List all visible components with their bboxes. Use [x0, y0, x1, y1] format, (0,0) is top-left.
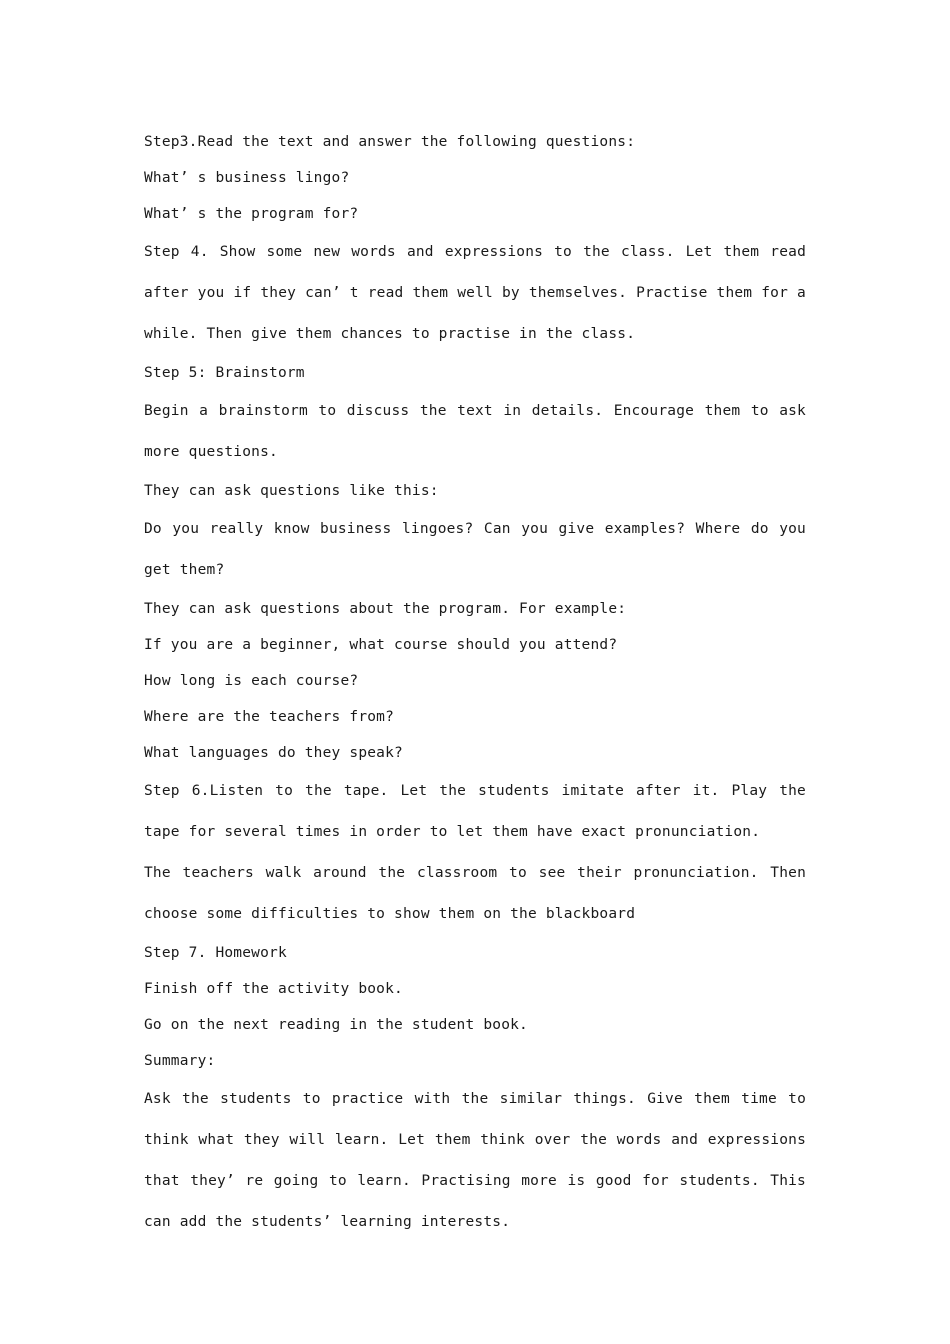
- questions-intro: They can ask questions like this:: [144, 483, 439, 499]
- question-beginner-course: If you are a beginner, what course should you attend?: [144, 637, 618, 653]
- step3-heading: Step3.Read the text and answer the following questions:: [144, 134, 636, 150]
- step4-paragraph: Step 4. Show some new words and expressions to the class. Let them read after you if they can’ t read them well by themselves. Practise them for a while. Then give them chances to practise in the class.: [144, 244, 806, 342]
- brainstorm-paragraph: Begin a brainstorm to discuss the text in details. Encourage them to ask more questions.: [144, 403, 806, 460]
- summary-paragraph: Ask the students to practice with the similar things. Give them time to think what they will learn. Let them think over the words and expressions that they’ re going to learn. Practising more is good for students. This can add the students’ learning interests.: [144, 1091, 806, 1230]
- homework-next-reading: Go on the next reading in the student book.: [144, 1017, 528, 1033]
- summary-heading: Summary:: [144, 1053, 216, 1069]
- step5-heading: Step 5: Brainstorm: [144, 365, 305, 381]
- step6-paragraph: Step 6.Listen to the tape. Let the students imitate after it. Play the tape for several times in order to let them have exact pronunciation.: [144, 783, 806, 840]
- question-teachers-from: Where are the teachers from?: [144, 709, 395, 725]
- question-program-for: What’ s the program for?: [144, 206, 359, 222]
- homework-activity-book: Finish off the activity book.: [144, 981, 403, 997]
- question-business-lingo: What’ s business lingo?: [144, 170, 350, 186]
- document-page: [144, 124, 806, 1243]
- teachers-walk-paragraph: The teachers walk around the classroom to see their pronunciation. Then choose some difficulties to show them on the blackboard: [144, 865, 806, 922]
- business-lingoes-question: Do you really know business lingoes? Can you give examples? Where do you get them?: [144, 521, 806, 578]
- question-languages: What languages do they speak?: [144, 745, 403, 761]
- program-questions-intro: They can ask questions about the program. For example:: [144, 601, 627, 617]
- step7-heading: Step 7. Homework: [144, 945, 287, 961]
- question-course-length: How long is each course?: [144, 673, 359, 689]
